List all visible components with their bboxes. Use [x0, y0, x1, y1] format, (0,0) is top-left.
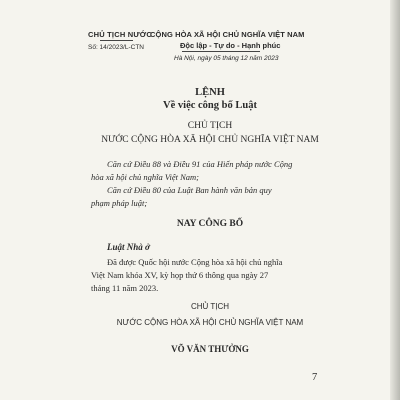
page-edge-shadow: [390, 0, 400, 400]
signatory-name: VÕ VĂN THƯỞNG: [171, 344, 249, 354]
national-title: CỘNG HÒA XÃ HỘI CHỦ NGHĨA VIỆT NAM: [150, 30, 305, 39]
issuer-underline: [100, 40, 133, 41]
document-number: Số: 14/2023/L-CTN: [88, 44, 145, 51]
page-number: 7: [312, 372, 318, 383]
president-role: CHỦ TỊCH: [187, 121, 233, 131]
national-motto: Độc lập - Tự do - Hạnh phúc: [180, 41, 281, 50]
document-subtitle: Về việc công bố Luật: [163, 100, 257, 111]
document-title: LỆNH: [195, 87, 225, 98]
place-and-date: Hà Nội, ngày 05 tháng 12 năm 2023: [174, 55, 279, 62]
passage-line: Việt Nam khóa XV, kỳ họp thứ 6 thông qua ngày 27: [91, 270, 269, 280]
proclamation-heading: NAY CÔNG BỐ: [176, 219, 244, 229]
signature-organization: NƯỚC CỘNG HÒA XÃ HỘI CHỦ NGHĨA VIỆT NAM: [116, 318, 304, 327]
legal-basis-line: hòa xã hội chủ nghĩa Việt Nam;: [91, 172, 199, 182]
passage-statement: [91, 256, 326, 295]
motto-underline: [182, 51, 260, 52]
president-organization: NƯỚC CỘNG HÒA XÃ HỘI CHỦ NGHĨA VIỆT NAM: [101, 135, 319, 145]
passage-line: tháng 11 năm 2023.: [91, 283, 159, 293]
issuer-label: CHỦ TỊCH NƯỚC: [88, 30, 152, 39]
law-name: Luật Nhà ở: [107, 242, 150, 252]
passage-line: Đã được Quốc hội nước Cộng hòa xã hội chủ nghĩa: [107, 257, 283, 267]
legal-basis-line: phạm pháp luật;: [91, 198, 148, 208]
legal-basis: [91, 158, 326, 210]
legal-basis-line: Căn cứ Điều 88 và Điều 91 của Hiến pháp nước Cộng: [107, 159, 293, 169]
signature-role: CHỦ TỊCH: [190, 302, 230, 311]
legal-basis-line: Căn cứ Điều 80 của Luật Ban hành văn bản quy: [107, 185, 272, 195]
